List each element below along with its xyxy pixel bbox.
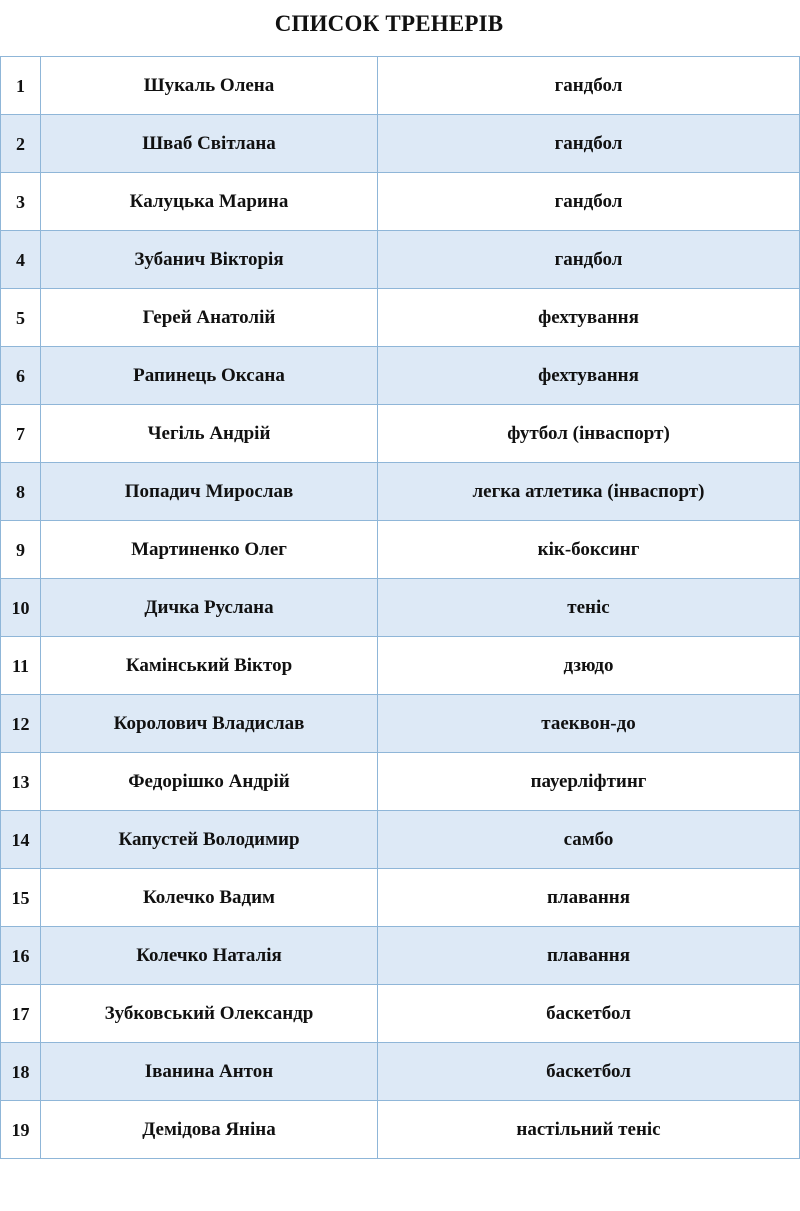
coach-name-cell: Іванина Антон xyxy=(41,1043,378,1101)
coach-name-cell: Зубанич Вікторія xyxy=(41,231,378,289)
row-number-cell: 7 xyxy=(1,405,41,463)
table-row xyxy=(1,1043,800,1101)
table-row xyxy=(1,405,800,463)
sport-cell: самбо xyxy=(378,811,800,869)
row-number-cell: 8 xyxy=(1,463,41,521)
coach-name-cell: Шваб Світлана xyxy=(41,115,378,173)
row-number-cell: 17 xyxy=(1,985,41,1043)
row-number-cell: 4 xyxy=(1,231,41,289)
row-number-cell: 5 xyxy=(1,289,41,347)
row-number-cell: 14 xyxy=(1,811,41,869)
row-number-cell: 15 xyxy=(1,869,41,927)
coaches-table xyxy=(0,56,800,1159)
coach-name-cell: Зубковський Олександр xyxy=(41,985,378,1043)
sport-cell: пауерліфтинг xyxy=(378,753,800,811)
row-number-cell: 6 xyxy=(1,347,41,405)
table-row xyxy=(1,289,800,347)
table-row xyxy=(1,753,800,811)
sport-cell: плавання xyxy=(378,869,800,927)
coach-name-cell: Шукаль Олена xyxy=(41,57,378,115)
row-number-cell: 2 xyxy=(1,115,41,173)
coach-name-cell: Колечко Наталія xyxy=(41,927,378,985)
row-number-cell: 1 xyxy=(1,57,41,115)
coaches-table-body xyxy=(1,57,800,1159)
row-number-cell: 18 xyxy=(1,1043,41,1101)
coach-name-cell: Капустей Володимир xyxy=(41,811,378,869)
table-row xyxy=(1,463,800,521)
row-number-cell: 12 xyxy=(1,695,41,753)
coach-name-cell: Попадич Мирослав xyxy=(41,463,378,521)
table-row xyxy=(1,1101,800,1159)
coach-name-cell: Мартиненко Олег xyxy=(41,521,378,579)
sport-cell: гандбол xyxy=(378,115,800,173)
coach-name-cell: Колечко Вадим xyxy=(41,869,378,927)
table-row xyxy=(1,811,800,869)
row-number-cell: 16 xyxy=(1,927,41,985)
sport-cell: легка атлетика (інваспорт) xyxy=(378,463,800,521)
table-row xyxy=(1,695,800,753)
table-row xyxy=(1,347,800,405)
coach-name-cell: Герей Анатолій xyxy=(41,289,378,347)
page-title: СПИСОК ТРЕНЕРІВ xyxy=(274,11,504,36)
sport-cell: дзюдо xyxy=(378,637,800,695)
row-number-cell: 9 xyxy=(1,521,41,579)
sport-cell: гандбол xyxy=(378,57,800,115)
table-row xyxy=(1,985,800,1043)
coach-name-cell: Калуцька Марина xyxy=(41,173,378,231)
sport-cell: футбол (інваспорт) xyxy=(378,405,800,463)
sport-cell: баскетбол xyxy=(378,1043,800,1101)
table-row xyxy=(1,173,800,231)
table-row xyxy=(1,927,800,985)
sport-cell: настільний теніс xyxy=(378,1101,800,1159)
sport-cell: таеквон-до xyxy=(378,695,800,753)
row-number-cell: 19 xyxy=(1,1101,41,1159)
sport-cell: кік-боксинг xyxy=(378,521,800,579)
row-number-cell: 3 xyxy=(1,173,41,231)
table-row xyxy=(1,231,800,289)
sport-cell: баскетбол xyxy=(378,985,800,1043)
table-row xyxy=(1,637,800,695)
sport-cell: плавання xyxy=(378,927,800,985)
coach-name-cell: Демідова Яніна xyxy=(41,1101,378,1159)
coach-name-cell: Дичка Руслана xyxy=(41,579,378,637)
coach-name-cell: Королович Владислав xyxy=(41,695,378,753)
table-row xyxy=(1,869,800,927)
table-row xyxy=(1,579,800,637)
table-row xyxy=(1,521,800,579)
sport-cell: фехтування xyxy=(378,289,800,347)
sport-cell: теніс xyxy=(378,579,800,637)
table-row xyxy=(1,115,800,173)
coach-name-cell: Рапинець Оксана xyxy=(41,347,378,405)
coach-name-cell: Чегіль Андрій xyxy=(41,405,378,463)
sport-cell: гандбол xyxy=(378,231,800,289)
table-row xyxy=(1,57,800,115)
sport-cell: фехтування xyxy=(378,347,800,405)
coach-name-cell: Федорішко Андрій xyxy=(41,753,378,811)
sport-cell: гандбол xyxy=(378,173,800,231)
row-number-cell: 13 xyxy=(1,753,41,811)
row-number-cell: 11 xyxy=(1,637,41,695)
row-number-cell: 10 xyxy=(1,579,41,637)
coach-name-cell: Камінський Віктор xyxy=(41,637,378,695)
